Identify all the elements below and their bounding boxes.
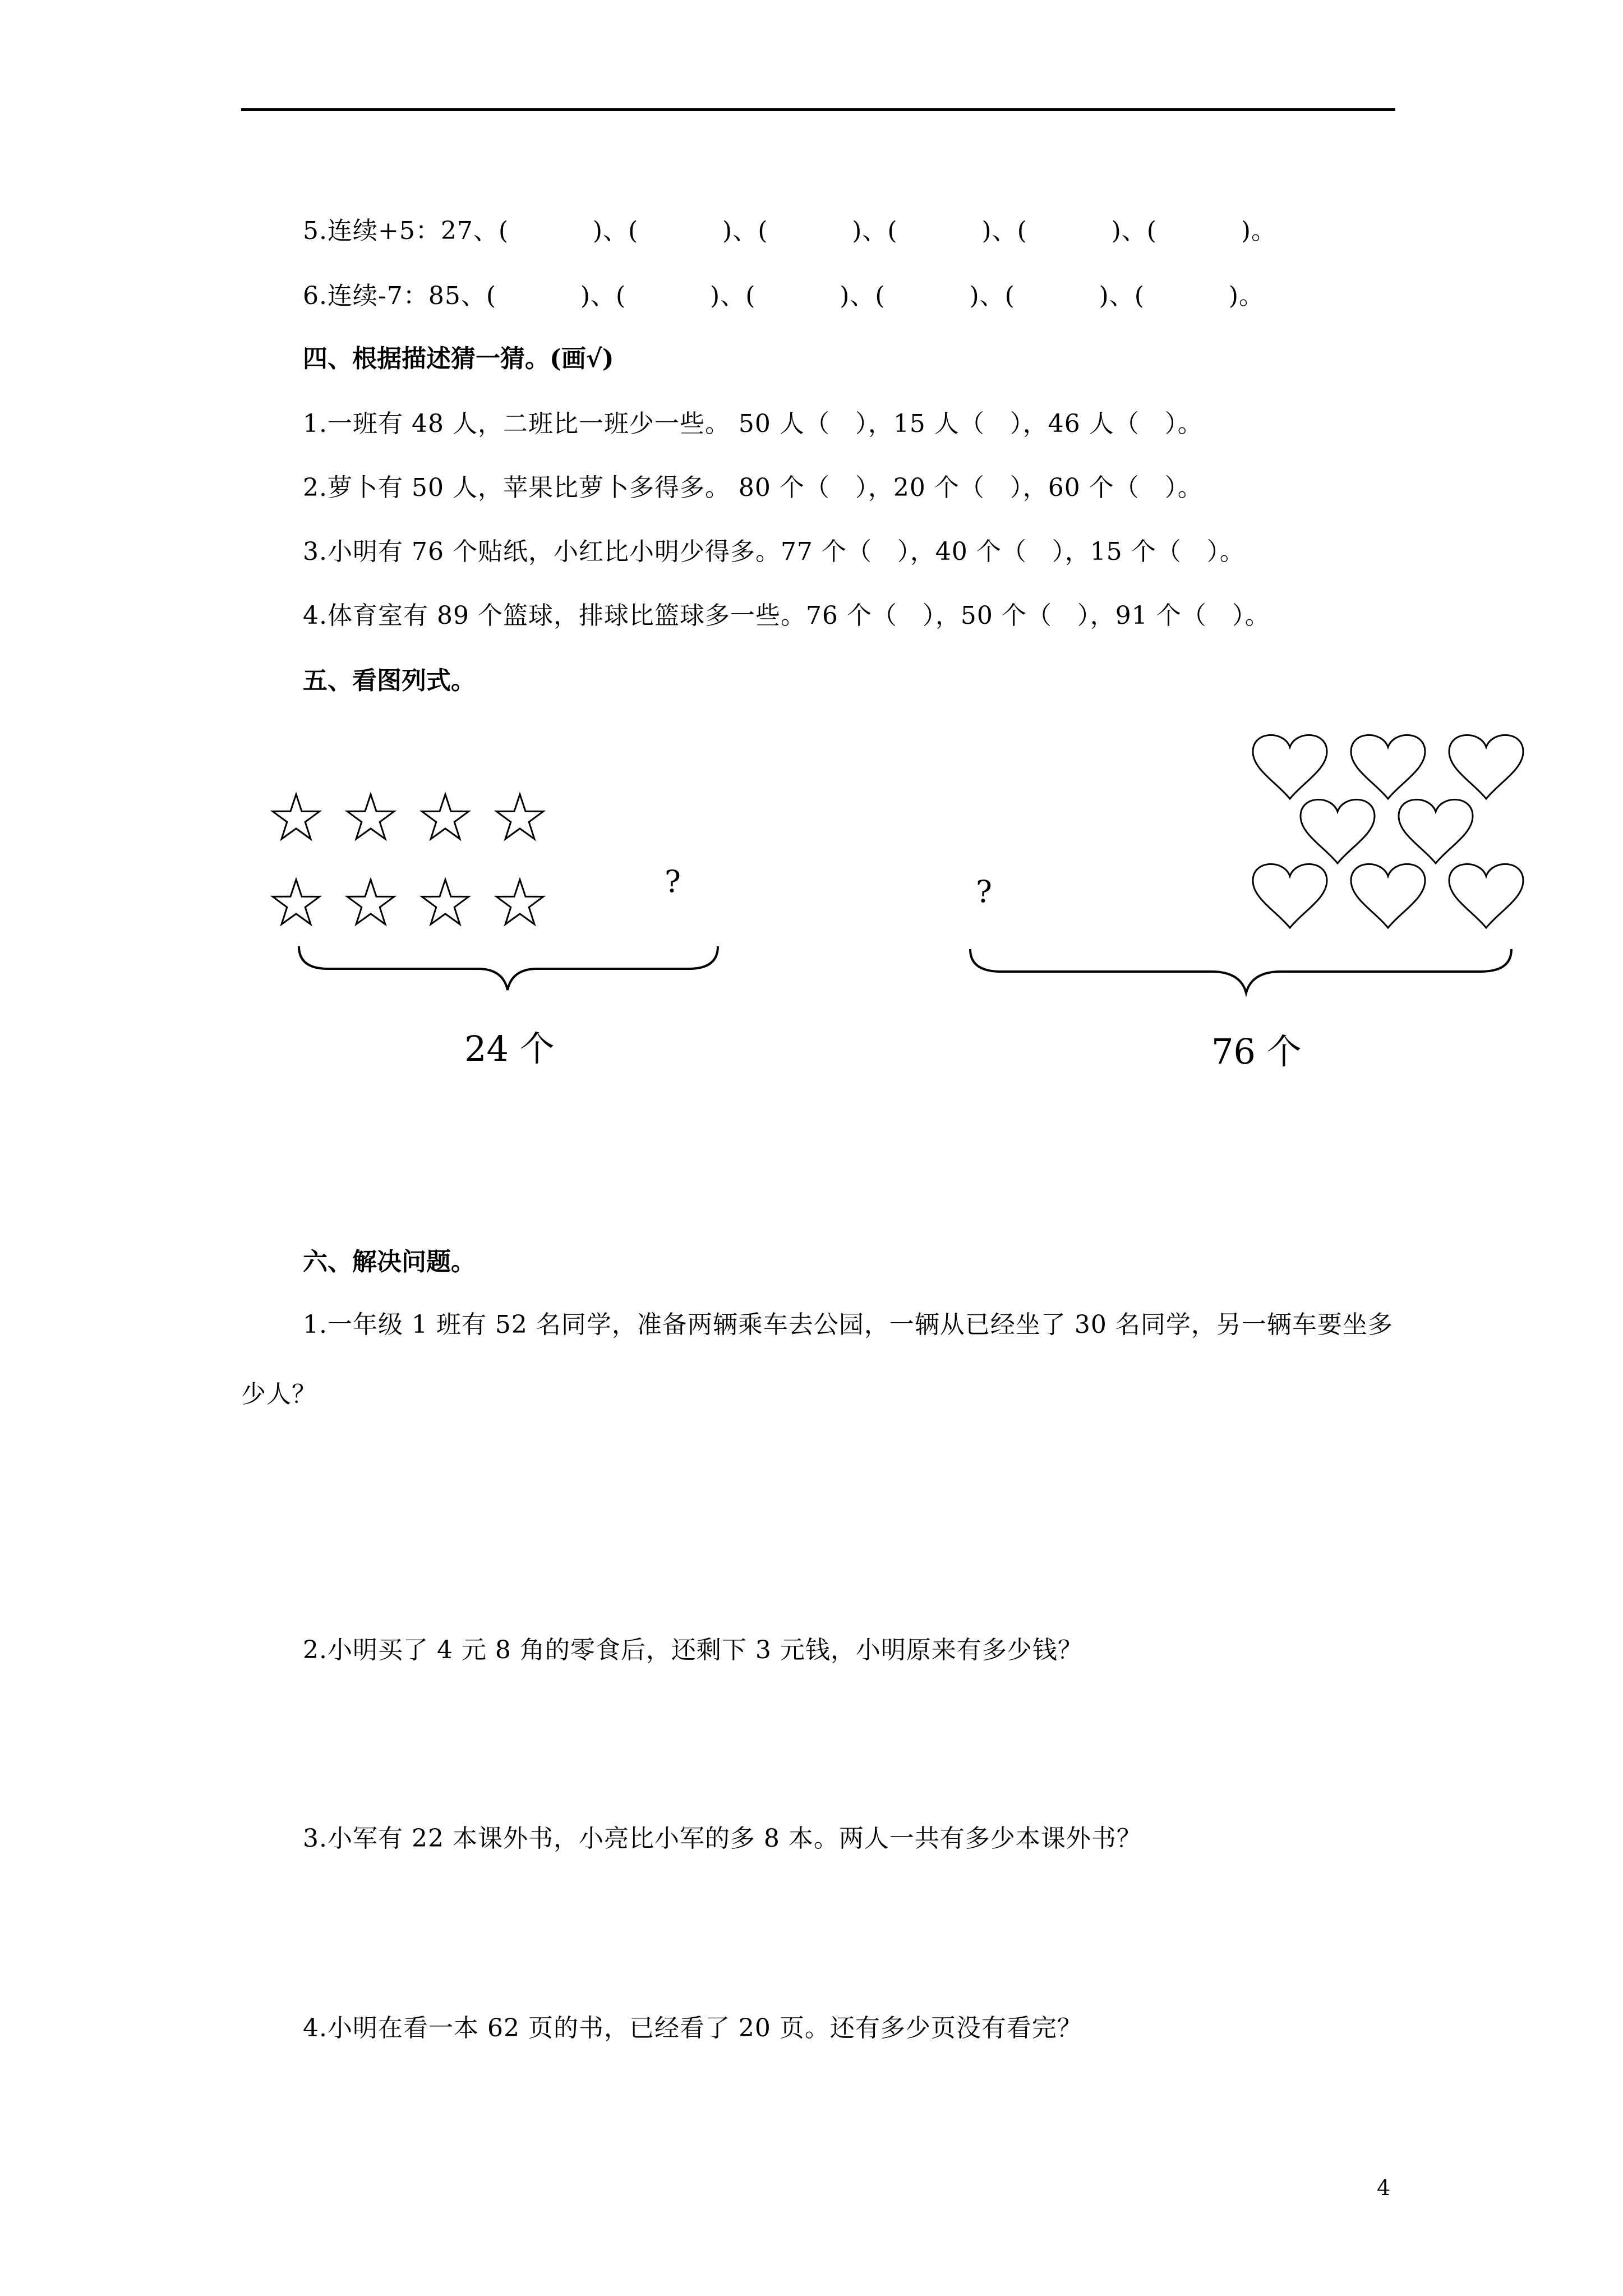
- problem-4: 4.小明在看一本 62 页的书，已经看了 20 页。还有多少页没有看完？: [303, 2014, 1082, 2042]
- heart-icon: [1399, 799, 1473, 863]
- guess-item-4: 4.体育室有 89 个篮球，排球比篮球多一些。76 个（ ），50 个（ ），91 个（ ）。: [303, 601, 1270, 630]
- star-group: [273, 794, 543, 924]
- problem-1: 1.一年级 1 班有 52 名同学，准备两辆乘车去公园，一辆从已经坐了 30 名同学，另一辆车要坐多少人？: [241, 1310, 1393, 1409]
- guess-item-2: 2.萝卜有 50 人，苹果比萝卜多得多。 80 个（ ），20 个（ ），60 个（ ）。: [303, 473, 1203, 502]
- star-icon: [347, 880, 394, 924]
- heart-icon: [1253, 735, 1327, 799]
- section-five-title: 五、看图列式。: [303, 666, 476, 695]
- guess-item-1: 1.一班有 48 人，二班比一班少一些。 50 人（ ），15 人（ ），46 人（ ）。: [303, 409, 1203, 438]
- heart-icon: [1449, 864, 1523, 928]
- heart-icon: [1351, 864, 1425, 928]
- total-label-hearts: 76 个: [1211, 1031, 1302, 1072]
- section-four-title: 四、根据描述猜一猜。(画√): [303, 344, 614, 373]
- star-icon: [273, 880, 320, 924]
- problem-3: 3.小军有 22 本课外书，小亮比小军的多 8 本。两人一共有多少本课外书？: [303, 1824, 1142, 1853]
- brace-left: [299, 946, 718, 990]
- guess-item-3: 3.小明有 76 个贴纸，小红比小明少得多。77 个（ ），40 个（ ），15 个（ ）。: [303, 537, 1245, 566]
- fill-line-5: 5.连续+5：27、( )、( )、( )、( )、( )、( )。: [303, 217, 1277, 245]
- heart-group: [1253, 735, 1523, 928]
- section-six-title: 六、解决问题。: [303, 1248, 476, 1276]
- question-mark-stars: ?: [665, 864, 681, 899]
- problem-2: 2.小明买了 4 元 8 角的零食后，还剩下 3 元钱，小明原来有多少钱？: [303, 1636, 1083, 1664]
- heart-icon: [1301, 799, 1375, 863]
- star-icon: [496, 794, 543, 839]
- total-label-stars: 24 个: [464, 1028, 555, 1069]
- fill-line-6: 6.连续-7：85、( )、( )、( )、( )、( )、( )。: [303, 282, 1265, 310]
- page-number: 4: [1377, 2175, 1391, 2200]
- heart-icon: [1449, 735, 1523, 799]
- heart-icon: [1253, 864, 1327, 928]
- star-icon: [422, 794, 469, 839]
- star-icon: [347, 794, 394, 839]
- question-mark-hearts: ?: [976, 874, 992, 909]
- brace-right: [970, 949, 1511, 993]
- picture-problems: [0, 0, 1623, 1122]
- star-icon: [422, 880, 469, 924]
- heart-icon: [1351, 735, 1425, 799]
- star-icon: [273, 794, 320, 839]
- star-icon: [496, 880, 543, 924]
